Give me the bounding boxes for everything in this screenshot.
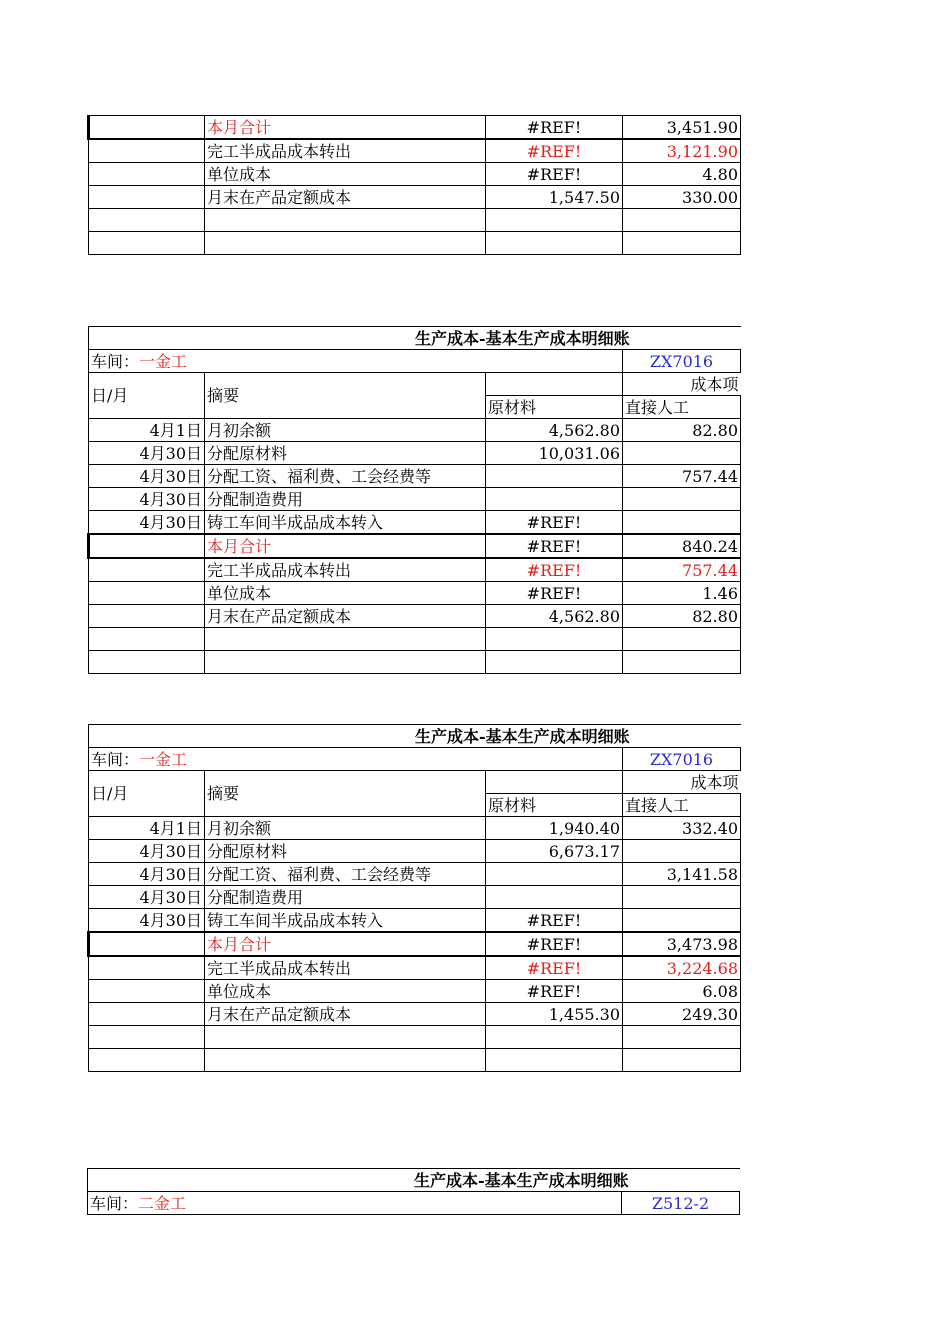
workshop-row [89,748,741,771]
cell-date[interactable]: 4月30日 [89,886,205,909]
cell-material[interactable]: #REF! [486,582,623,605]
header-row-1 [89,373,741,396]
cell-labor[interactable]: 757.44 [623,465,741,488]
title-row [88,1169,740,1192]
cell-date[interactable]: 4月30日 [89,511,205,535]
cell-date[interactable] [89,534,205,558]
cell-labor[interactable]: 4.80 [623,163,741,186]
table-row [89,1003,741,1026]
ledger-block-1 [87,115,741,255]
cell-material[interactable]: 10,031.06 [486,442,623,465]
cell-material[interactable]: #REF! [486,980,623,1003]
cell-date[interactable]: 4月1日 [89,817,205,840]
cell-date[interactable]: 4月30日 [89,840,205,863]
cell-labor[interactable]: 3,224.68 [623,956,741,980]
cell-labor[interactable]: 1.46 [623,582,741,605]
cell-summary[interactable]: 单位成本 [205,163,486,186]
cell-summary[interactable]: 完工半成品成本转出 [205,139,486,163]
cell-labor[interactable] [623,886,741,909]
cell-material[interactable]: #REF! [486,116,623,140]
cell-material[interactable]: #REF! [486,163,623,186]
workshop-name: 二金工 [138,1194,187,1213]
cell-labor[interactable]: 330.00 [623,186,741,209]
cell-labor[interactable] [623,442,741,465]
table-row [89,840,741,863]
cell-date[interactable]: 4月30日 [89,863,205,886]
table-row [89,886,741,909]
cell-labor[interactable] [623,840,741,863]
cell-summary[interactable]: 分配制造费用 [205,886,486,909]
cell-summary[interactable]: 铸工车间半成品成本转入 [205,909,486,933]
header-date: 日/月 [89,771,205,817]
header-date: 日/月 [89,373,205,419]
workshop-label: 车间： [90,1194,139,1213]
product-code[interactable]: ZX7016 [623,748,741,771]
table-row-total [89,534,741,558]
cell-material[interactable]: 1,940.40 [486,817,623,840]
cell-material[interactable]: 4,562.80 [486,419,623,442]
cell-summary[interactable]: 铸工车间半成品成本转入 [205,511,486,535]
cell-summary[interactable]: 完工半成品成本转出 [205,558,486,582]
cell-date[interactable] [89,163,205,186]
header-material: 原材料 [486,396,623,419]
table-row-empty [89,1026,741,1049]
cell-date[interactable] [89,956,205,980]
table-row [89,488,741,511]
cell-material[interactable] [486,886,623,909]
cell-date[interactable] [89,186,205,209]
table-row-total [89,932,741,956]
table-row [89,909,741,933]
table-row [89,163,741,186]
table-row [89,419,741,442]
table-row [89,863,741,886]
cell-summary[interactable]: 本月合计 [205,932,486,956]
cell-labor[interactable]: 840.24 [623,534,741,558]
cell-date[interactable] [89,582,205,605]
cell-labor[interactable]: 82.80 [623,419,741,442]
cell-date[interactable] [89,116,205,140]
cell-summary[interactable]: 月初余额 [205,419,486,442]
table-row [89,980,741,1003]
cell-summary[interactable]: 月初余额 [205,817,486,840]
table-row-empty [89,209,741,232]
product-code[interactable]: ZX7016 [623,350,741,373]
header-labor: 直接人工 [623,396,741,419]
cell-material[interactable]: #REF! [486,534,623,558]
workshop-name: 一金工 [139,352,188,371]
cell-summary[interactable]: 分配工资、福利费、工会经费等 [205,465,486,488]
cell-labor[interactable]: 3,121.90 [623,139,741,163]
cell-summary[interactable]: 单位成本 [205,582,486,605]
ledger-title: 生产成本-基本生产成本明细账 [88,1169,740,1192]
ledger-block-4 [87,1168,740,1215]
cell-labor[interactable]: 249.30 [623,1003,741,1026]
ledger-block-3 [87,724,741,1072]
table-row [89,465,741,488]
workshop-label: 车间： [91,352,140,371]
cell-material[interactable]: #REF! [486,139,623,163]
table-row [89,817,741,840]
table-row [89,442,741,465]
cell-date[interactable] [89,558,205,582]
header-labor: 直接人工 [623,794,741,817]
workshop-label: 车间： [91,750,140,769]
header-cost-items: 成本项 [623,373,741,396]
cell-labor[interactable]: 3,451.90 [623,116,741,140]
cell-labor[interactable]: 82.80 [623,605,741,628]
header-cost-items: 成本项 [623,771,741,794]
cell-summary[interactable]: 分配原材料 [205,442,486,465]
cell-labor[interactable] [623,488,741,511]
cell-summary[interactable]: 分配工资、福利费、工会经费等 [205,863,486,886]
table-row-empty [89,232,741,255]
cell-date[interactable]: 4月30日 [89,442,205,465]
workshop-cell[interactable] [89,748,623,771]
table-row [89,605,741,628]
cell-date[interactable] [89,932,205,956]
workshop-cell[interactable] [88,1192,622,1215]
cell-labor[interactable]: 3,141.58 [623,863,741,886]
header-summary: 摘要 [205,771,486,817]
ledger-block-2 [87,326,741,674]
table-row [89,956,741,980]
product-code[interactable]: Z512-2 [622,1192,740,1215]
cell-material[interactable]: 6,673.17 [486,840,623,863]
ledger-title: 生产成本-基本生产成本明细账 [89,725,741,748]
title-row [89,327,741,350]
cell-material[interactable]: 1,455.30 [486,1003,623,1026]
cell-date[interactable]: 4月30日 [89,488,205,511]
table-row [89,511,741,535]
cell-summary[interactable]: 月末在产品定额成本 [205,1003,486,1026]
cell-material[interactable]: #REF! [486,511,623,535]
header-summary: 摘要 [205,373,486,419]
table-row [89,139,741,163]
cell-labor[interactable]: 3,473.98 [623,932,741,956]
ledger-title: 生产成本-基本生产成本明细账 [89,327,741,350]
cell-labor[interactable]: 332.40 [623,817,741,840]
workshop-row [88,1192,740,1215]
cell-summary[interactable]: 月末在产品定额成本 [205,605,486,628]
cell-date[interactable]: 4月30日 [89,465,205,488]
cell-labor[interactable]: 6.08 [623,980,741,1003]
cell-material[interactable] [486,465,623,488]
table-row [89,582,741,605]
cell-summary[interactable]: 完工半成品成本转出 [205,956,486,980]
cell-material[interactable]: #REF! [486,956,623,980]
workshop-name: 一金工 [139,750,188,769]
cell-summary[interactable]: 分配原材料 [205,840,486,863]
table-row-empty [89,1049,741,1072]
table-row [89,558,741,582]
table-row-empty [89,651,741,674]
cell-material[interactable]: #REF! [486,558,623,582]
cell-material[interactable] [486,863,623,886]
workshop-row [89,350,741,373]
cell-summary[interactable]: 单位成本 [205,980,486,1003]
header-row-1 [89,771,741,794]
cell-material[interactable]: 1,547.50 [486,186,623,209]
cell-date[interactable] [89,139,205,163]
cell-date[interactable] [89,980,205,1003]
cell-date[interactable]: 4月1日 [89,419,205,442]
cell-date[interactable] [89,1003,205,1026]
title-row [89,725,741,748]
cell-material[interactable]: 4,562.80 [486,605,623,628]
table-row-empty [89,628,741,651]
cell-summary[interactable]: 分配制造费用 [205,488,486,511]
table-row [89,186,741,209]
cell-labor[interactable]: 757.44 [623,558,741,582]
cell-labor[interactable] [623,909,741,933]
cell-material[interactable] [486,488,623,511]
cell-summary[interactable]: 本月合计 [205,116,486,140]
cell-date[interactable]: 4月30日 [89,909,205,933]
workshop-cell[interactable] [89,350,623,373]
cell-labor[interactable] [623,511,741,535]
cell-summary[interactable]: 月末在产品定额成本 [205,186,486,209]
cell-material[interactable]: #REF! [486,932,623,956]
header-material: 原材料 [486,794,623,817]
cell-material[interactable]: #REF! [486,909,623,933]
cell-summary[interactable]: 本月合计 [205,534,486,558]
table-row [89,116,741,140]
cell-date[interactable] [89,605,205,628]
